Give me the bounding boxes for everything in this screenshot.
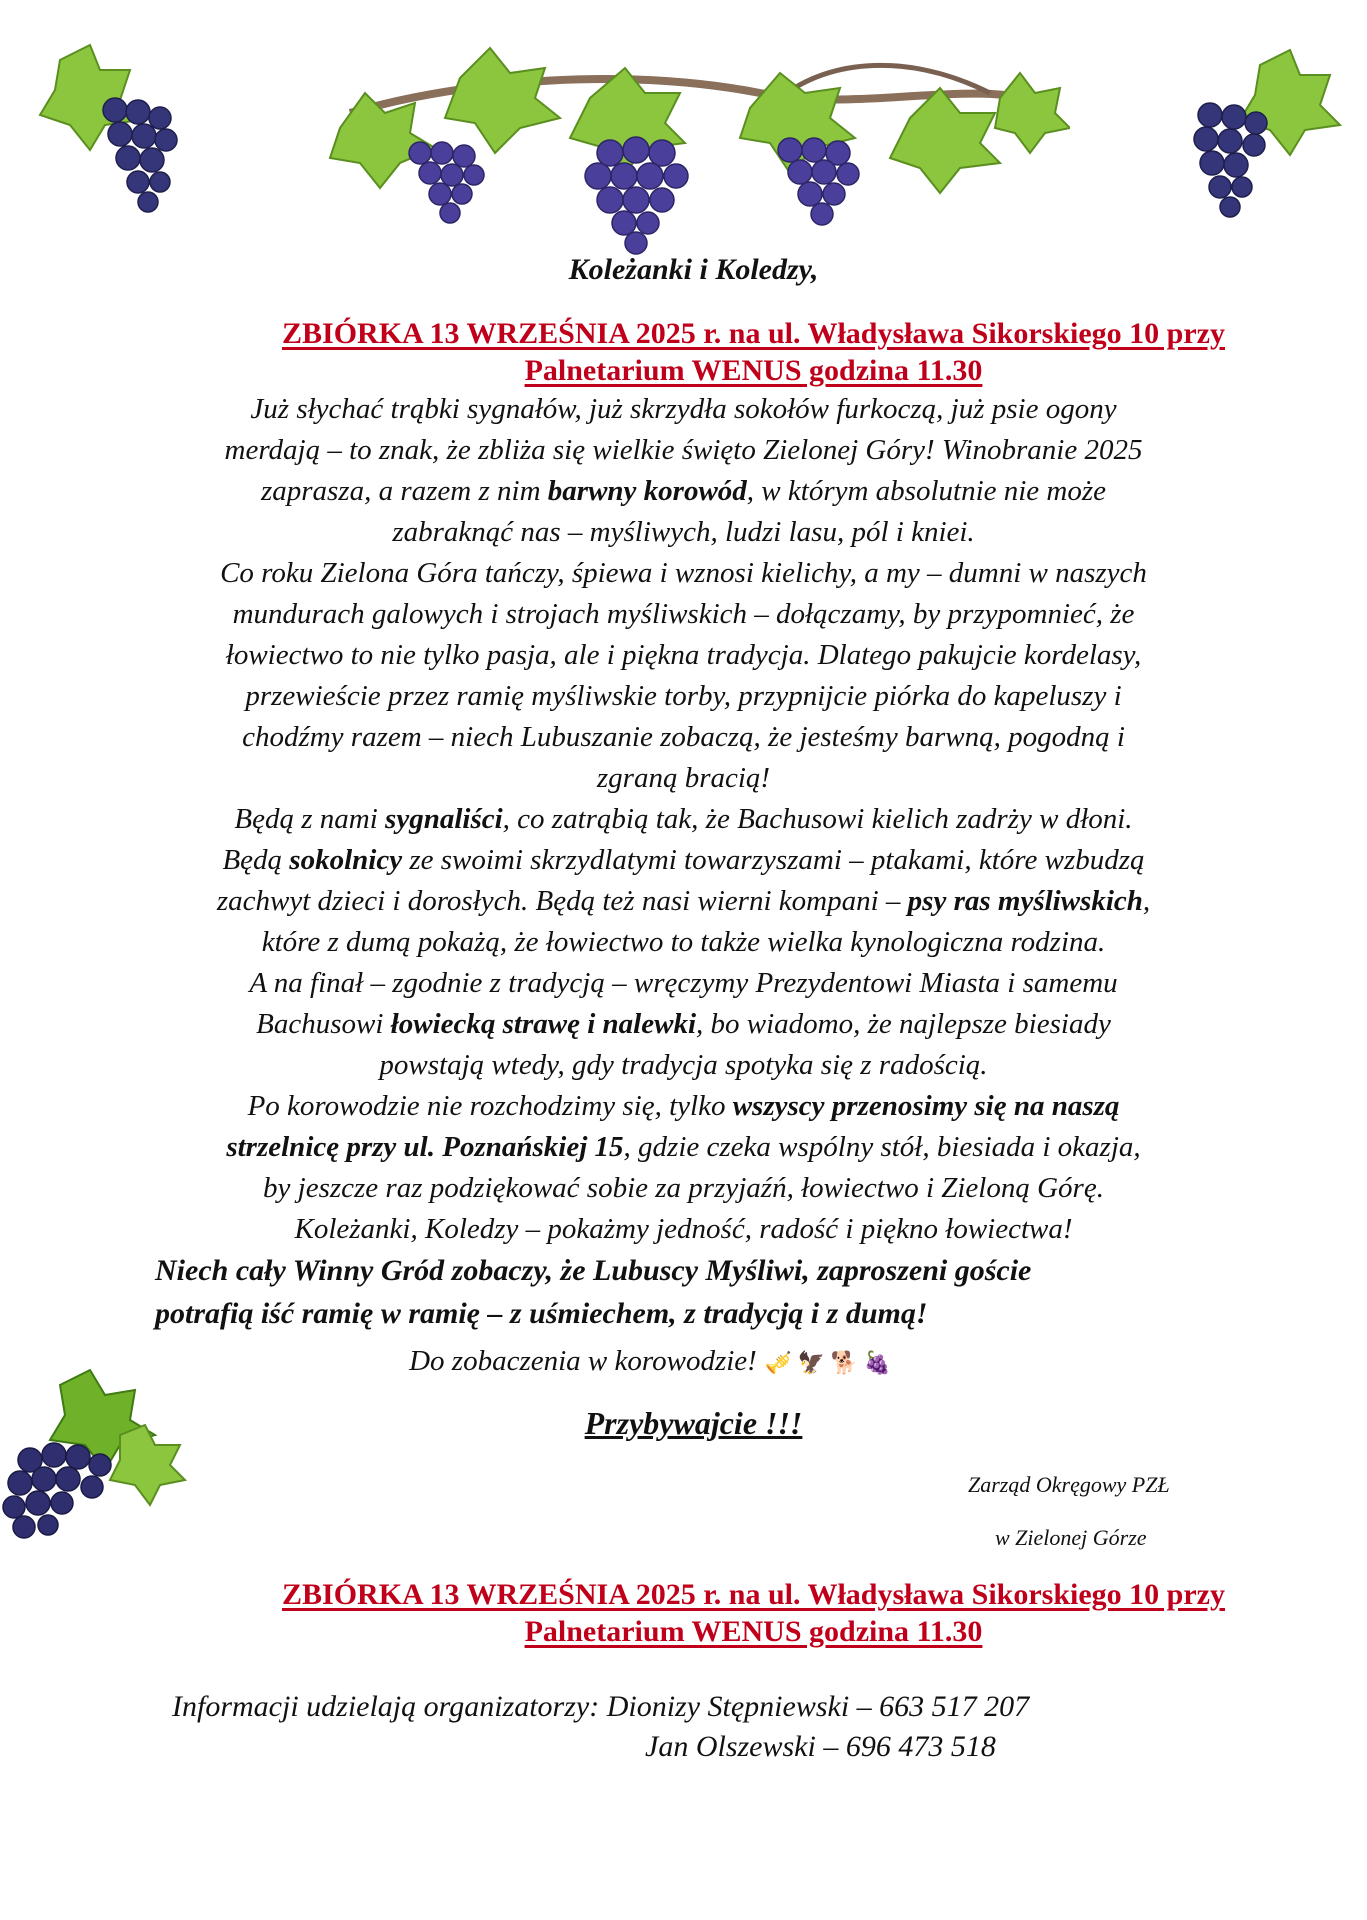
paragraph-5-line xyxy=(0,1131,1367,1164)
paragraph-3-line xyxy=(0,844,1367,877)
paragraph-4-line xyxy=(0,1008,1367,1041)
closing-line xyxy=(0,1345,1300,1378)
bold-text-segment: psy ras myśliwskich xyxy=(907,885,1143,917)
paragraph-2-line: przewieście przez ramię myśliwskie torby, przypnijcie piórka do kapeluszy i xyxy=(245,680,1122,712)
closing-text: Do zobaczenia w korowodzie! xyxy=(409,1345,757,1377)
paragraph-2-line: Co roku Zielona Góra tańczy, śpiewa i wznosi kielichy, a my – dumni w naszych xyxy=(220,557,1147,589)
paragraph-5-line xyxy=(0,1090,1367,1123)
paragraph-1-line: zabraknąć nas – myśliwych, ludzi lasu, pól i kniei. xyxy=(392,516,975,548)
grape-cluster-image xyxy=(0,1365,200,1545)
text-segment: Będą xyxy=(222,844,290,876)
paragraph-6-line: Koleżanki, Koledzy – pokażmy jedność, radość i piękno łowiectwa! xyxy=(294,1213,1073,1245)
paragraph-4-line: powstają wtedy, gdy tradycja spotyka się z radością. xyxy=(379,1049,988,1081)
paragraph-2-line: chodźmy razem – niech Lubuszanie zobaczą, że jesteśmy barwną, pogodną i xyxy=(242,721,1125,753)
contact-info-line-1: Informacji udzielają organizatorzy: Dionizy Stępniewski – 663 517 207 xyxy=(172,1690,1030,1723)
paragraph-2-line: mundurach galowych i strojach myśliwskich – dołączamy, by przypomnieć, że xyxy=(232,598,1135,630)
text-segment: Po korowodzie nie rozchodzimy się, tylko xyxy=(247,1090,733,1122)
grapevine-garland-image xyxy=(310,38,1070,263)
headline-line-2: Palnetarium WENUS godzina 11.30 xyxy=(524,354,983,387)
text-segment: , w którym absolutnie nie może xyxy=(746,475,1107,507)
headline-repeat-line-2: Palnetarium WENUS godzina 11.30 xyxy=(524,1615,983,1648)
paragraph-2-line: łowiectwo to nie tylko pasja, ale i piękna tradycja. Dlatego pakujcie kordelasy, xyxy=(225,639,1142,671)
paragraph-4-line: A na finał – zgodnie z tradycją – wręczymy Prezydentowi Miasta i samemu xyxy=(249,967,1118,999)
paragraph-2-line: zgraną bracią! xyxy=(596,762,771,794)
paragraph-1-line xyxy=(0,475,1367,508)
paragraph-1-line: Już słychać trąbki sygnałów, już skrzydła sokołów furkoczą, już psie ogony xyxy=(250,393,1117,425)
text-segment: Będą z nami xyxy=(234,803,386,835)
paragraph-3-line xyxy=(0,885,1367,918)
contact-info-line-2: Jan Olszewski – 696 473 518 xyxy=(645,1730,996,1763)
grape-cluster-image xyxy=(20,40,200,220)
paragraph-3-line: które z dumą pokażą, że łowiectwo to także wielka kynologiczna rodzina. xyxy=(261,926,1106,958)
paragraph-1-line: merdają – to znak, że zbliża się wielkie święto Zielonej Góry! Winobranie 2025 xyxy=(224,434,1143,466)
text-segment: Bachusowi xyxy=(256,1008,391,1040)
text-segment: zachwyt dzieci i dorosłych. Będą też nasi wierni kompani – xyxy=(216,885,908,917)
text-segment: , bo wiadomo, że najlepsze biesiady xyxy=(696,1008,1111,1040)
grape-cluster-image xyxy=(1170,45,1355,230)
emoji-icons: 🎺 🦅 🐕 🍇 xyxy=(764,1350,891,1375)
text-segment: ze swoimi skrzydlatymi towarzyszami – ptakami, które wzbudzą xyxy=(402,844,1145,876)
greeting: Koleżanki i Koledzy, xyxy=(568,253,819,286)
bold-text-segment: barwny korowód xyxy=(547,475,747,507)
bold-text-segment: łowiecką strawę i nalewki xyxy=(390,1008,696,1040)
bold-text-segment: strzelnicę przy ul. Poznańskiej 15 xyxy=(226,1131,624,1163)
paragraph-5-line: by jeszcze raz podziękować sobie za przyjaźń, łowiectwo i Zieloną Górę. xyxy=(263,1172,1104,1204)
bold-paragraph-line: potrafią iść ramię w ramię – z uśmiechem, z tradycją i z dumą! xyxy=(155,1297,928,1330)
paragraph-3-line xyxy=(0,803,1367,836)
bold-text-segment: sygnaliści xyxy=(385,803,503,835)
headline-line-1: ZBIÓRKA 13 WRZEŚNIA 2025 r. na ul. Władysława Sikorskiego 10 przy xyxy=(282,317,1225,350)
signature-line-1: Zarząd Okręgowy PZŁ xyxy=(968,1472,1170,1497)
headline-repeat-line-1: ZBIÓRKA 13 WRZEŚNIA 2025 r. na ul. Władysława Sikorskiego 10 przy xyxy=(282,1578,1225,1611)
text-segment: , co zatrąbią tak, że Bachusowi kielich zadrży w dłoni. xyxy=(502,803,1133,835)
call-to-action: Przybywajcie !!! xyxy=(584,1405,803,1441)
bold-paragraph-line: Niech cały Winny Gród zobaczy, że Lubuscy Myśliwi, zaproszeni goście xyxy=(155,1254,1032,1287)
bold-text-segment: wszyscy przenosimy się na naszą xyxy=(732,1090,1120,1122)
signature-line-2: w Zielonej Górze xyxy=(995,1525,1147,1550)
text-segment: zaprasza, a razem z nim xyxy=(260,475,548,507)
text-segment: , gdzie czeka wspólny stół, biesiada i okazja, xyxy=(623,1131,1141,1163)
text-segment: , xyxy=(1142,885,1151,917)
bold-text-segment: sokolnicy xyxy=(289,844,403,876)
